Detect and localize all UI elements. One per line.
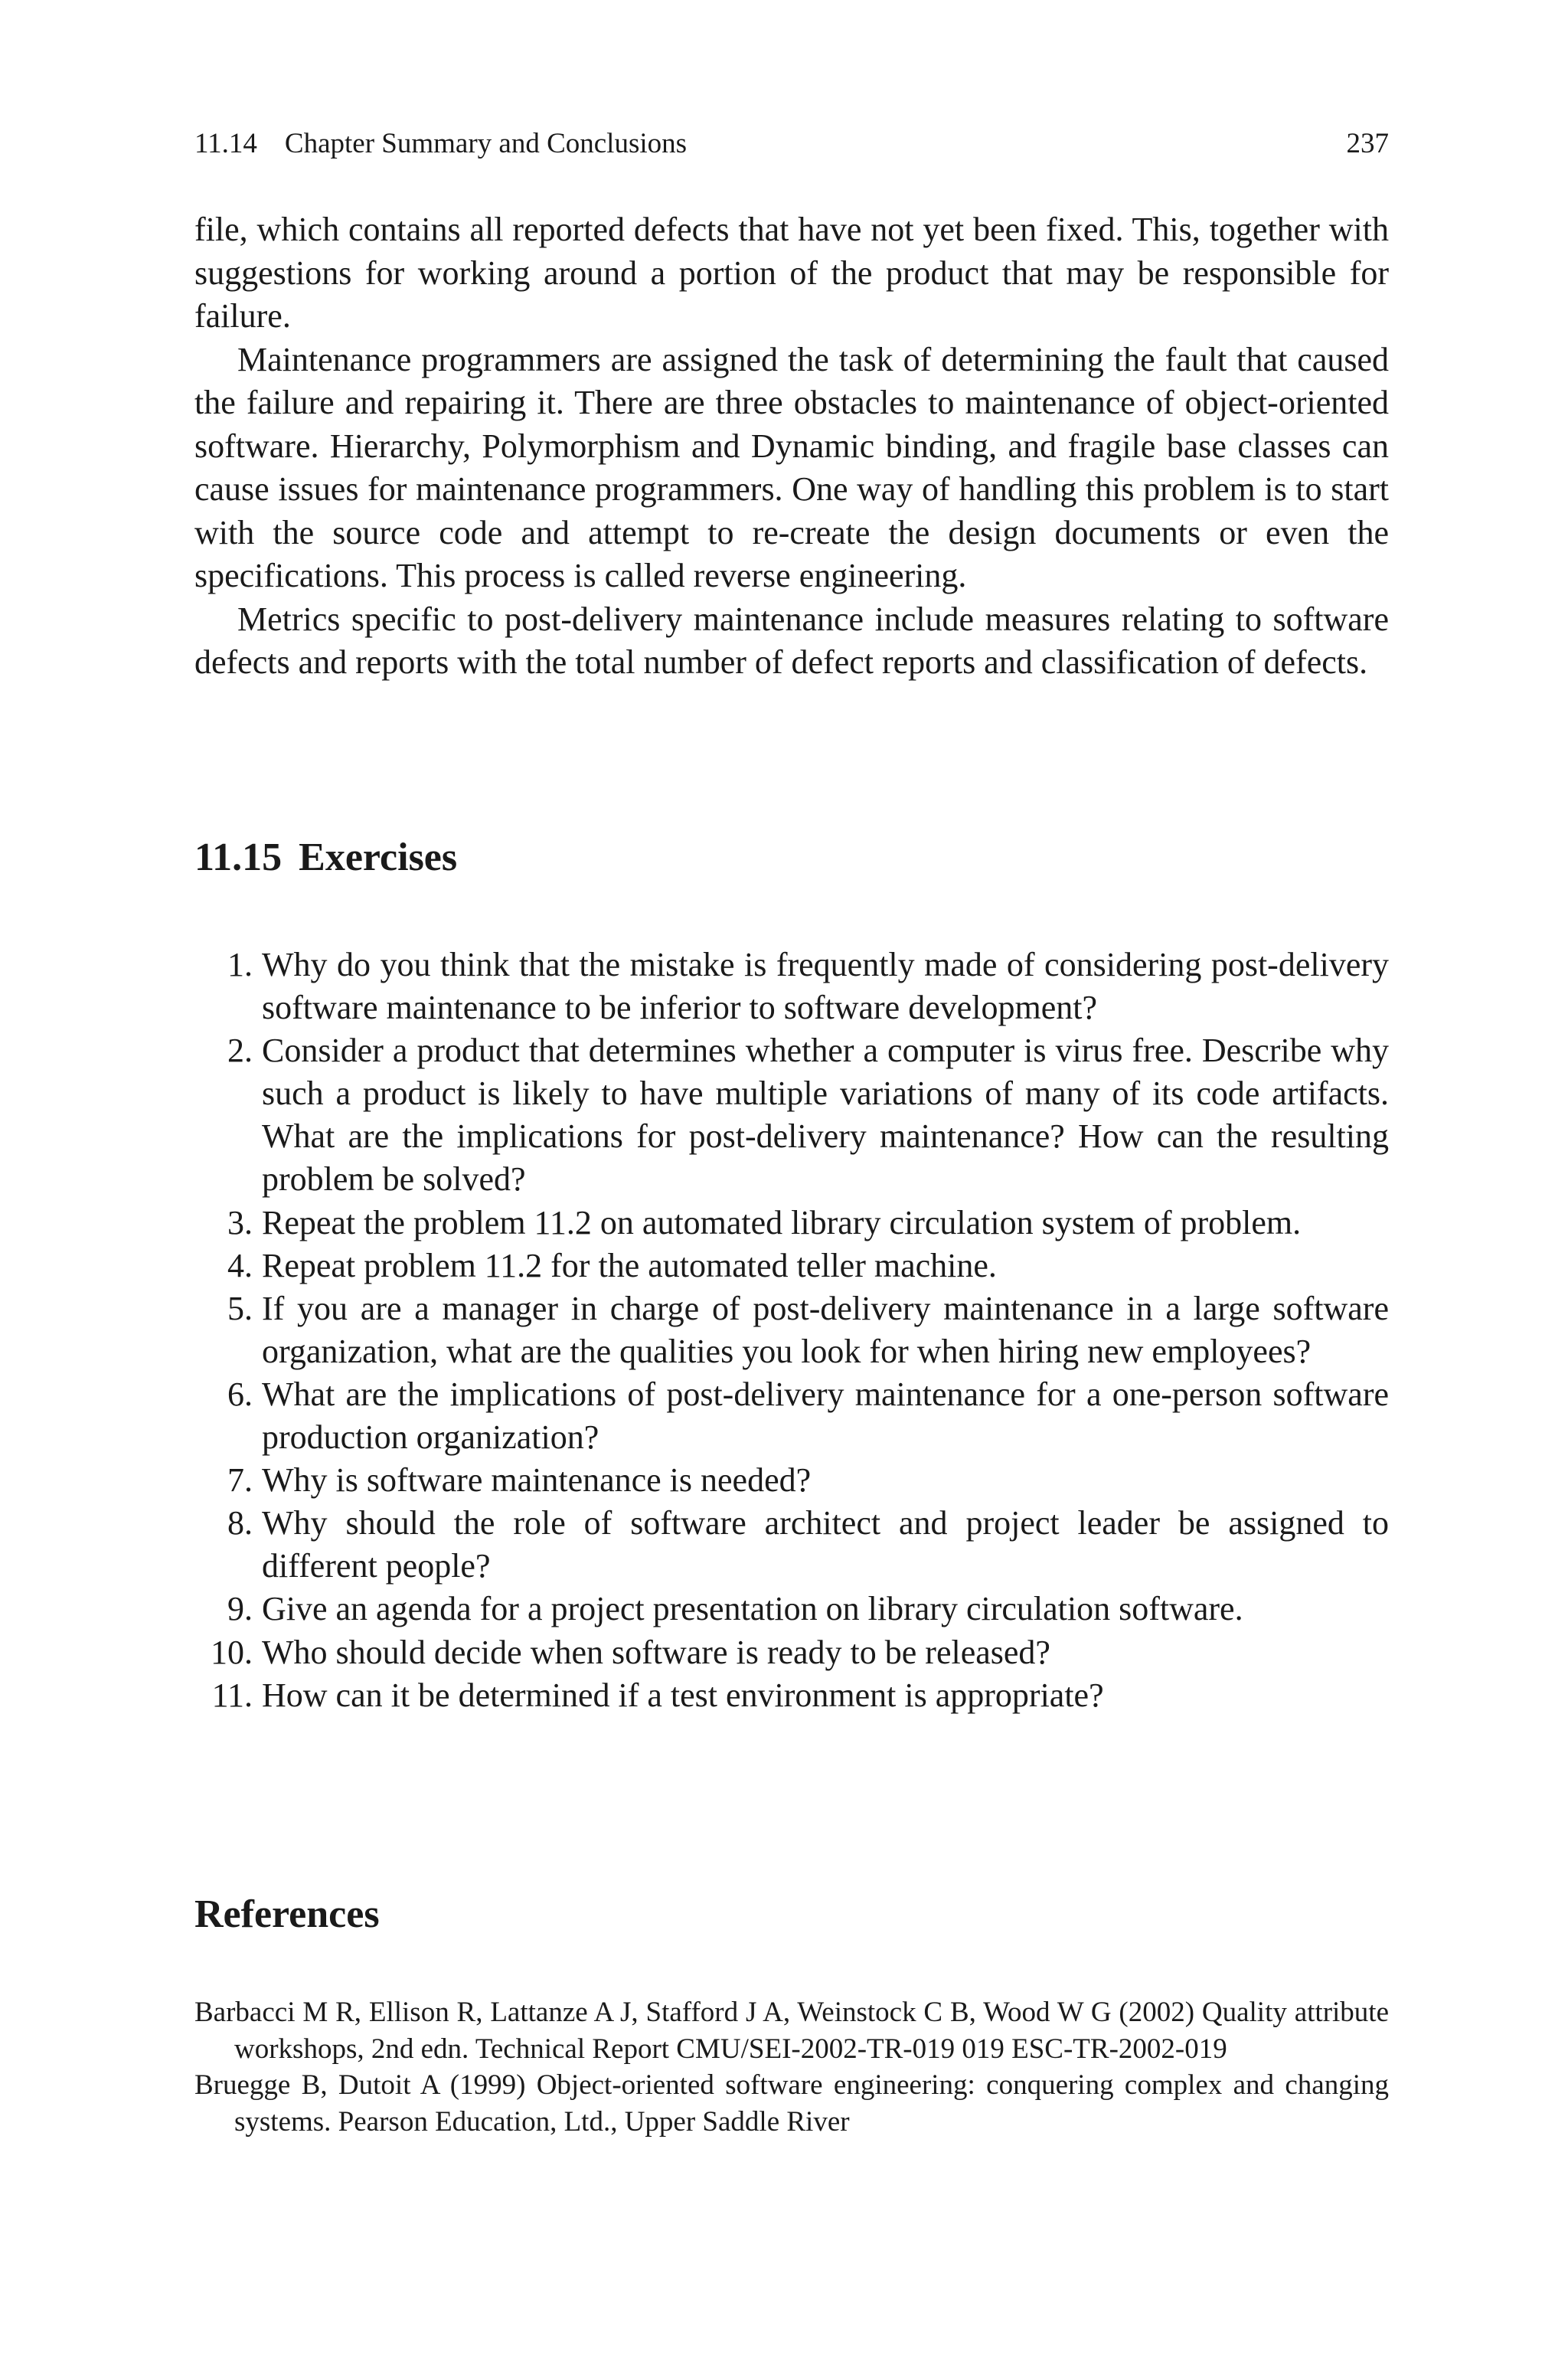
exercise-number: 4. — [227, 1246, 253, 1284]
running-head-title — [194, 127, 687, 161]
exercise-text: Give an agenda for a project presentation on library circulation software. — [262, 1590, 1243, 1628]
exercise-item — [194, 1631, 1389, 1674]
body-paragraph: file, which contains all reported defects that have not yet been fixed. This, together with suggestions for working around a portion of the product that may be responsible for failure. — [194, 211, 1389, 335]
exercise-number: 2. — [227, 1032, 253, 1070]
exercise-number: 10. — [211, 1633, 253, 1671]
exercise-text: Why should the role of software architect and project leader be assigned to different people? — [262, 1504, 1389, 1585]
exercise-item — [194, 1029, 1389, 1201]
summary-body-text — [194, 208, 1389, 685]
exercise-number: 7. — [227, 1461, 253, 1500]
exercise-text: Why is software maintenance is needed? — [262, 1461, 812, 1500]
running-head — [194, 127, 1389, 161]
exercise-text: Consider a product that determines whether a computer is virus free. Describe why such a product is likely to have multiple variations of many of its code artifacts. What are the implications for post-delivery maintenance? How can the resulting problem be solved? — [262, 1032, 1389, 1199]
exercises-heading — [194, 833, 457, 882]
exercise-number: 8. — [227, 1504, 253, 1542]
body-paragraph: Maintenance programmers are assigned the task of determining the fault that caused the failure and repairing it. There are three obstacles to maintenance of object-oriented software. Hierarchy, Polymorphism and Dynamic binding, and fragile base classes can cause issues for maintenance programmers. One way of handling this problem is to start with the source code and attempt to re-create the design documents or even the specifications. This process is called reverse engineering. — [194, 340, 1389, 594]
exercise-text: Repeat the problem 11.2 on automated library circulation system of problem. — [262, 1203, 1302, 1241]
exercise-number: 5. — [227, 1289, 253, 1327]
exercise-list — [194, 944, 1389, 1717]
exercise-item — [194, 944, 1389, 1029]
exercise-item — [194, 1502, 1389, 1588]
reference-list — [194, 1994, 1389, 2140]
exercise-number: 3. — [227, 1203, 253, 1241]
exercise-text: What are the implications of post-delivery maintenance for a one-person software production organization? — [262, 1375, 1389, 1457]
exercise-item — [194, 1373, 1389, 1459]
exercise-text: Why do you think that the mistake is frequently made of considering post-delivery software maintenance to be inferior to software development? — [262, 946, 1389, 1027]
exercise-text: Who should decide when software is ready to be released? — [262, 1633, 1050, 1671]
exercises-section-number: 11.15 — [194, 836, 283, 879]
exercise-number: 11. — [211, 1676, 253, 1714]
exercise-number: 9. — [227, 1590, 253, 1628]
exercise-text: If you are a manager in charge of post-delivery maintenance in a large software organization, what are the qualities you look for when hiring new employees? — [262, 1289, 1389, 1370]
references-heading: References — [194, 1892, 380, 1936]
reference-entry: Barbacci M R, Ellison R, Lattanze A J, Stafford J A, Weinstock C B, Wood W G (2002) Quality attribute workshops, 2nd edn. Technical Report CMU/SEI-2002-TR-019 019 ESC-TR-2002-019 — [194, 1997, 1389, 2065]
exercise-text: How can it be determined if a test environment is appropriate? — [262, 1676, 1104, 1714]
page-number: 237 — [1346, 128, 1389, 159]
exercise-item — [194, 1202, 1389, 1245]
exercise-item — [194, 1459, 1389, 1502]
body-paragraph: Metrics specific to post-delivery maintenance include measures relating to software defects and reports with the total number of defect reports and classification of defects. — [194, 600, 1389, 681]
exercise-text: Repeat problem 11.2 for the automated teller machine. — [262, 1246, 997, 1284]
running-head-section-title: Chapter Summary and Conclusions — [284, 128, 688, 159]
exercise-number: 6. — [227, 1375, 253, 1413]
exercise-item — [194, 1287, 1389, 1373]
reference-entry: Bruegge B, Dutoit A (1999) Object-oriented software engineering: conquering complex and changing systems. Pearson Education, Ltd., Upper Saddle River — [194, 2069, 1389, 2138]
exercise-item — [194, 1245, 1389, 1287]
exercise-item — [194, 1588, 1389, 1631]
exercise-number: 1. — [227, 946, 253, 983]
running-head-section-number: 11.14 — [194, 128, 257, 159]
exercise-item — [194, 1674, 1389, 1717]
exercises-section-title: Exercises — [299, 836, 458, 879]
